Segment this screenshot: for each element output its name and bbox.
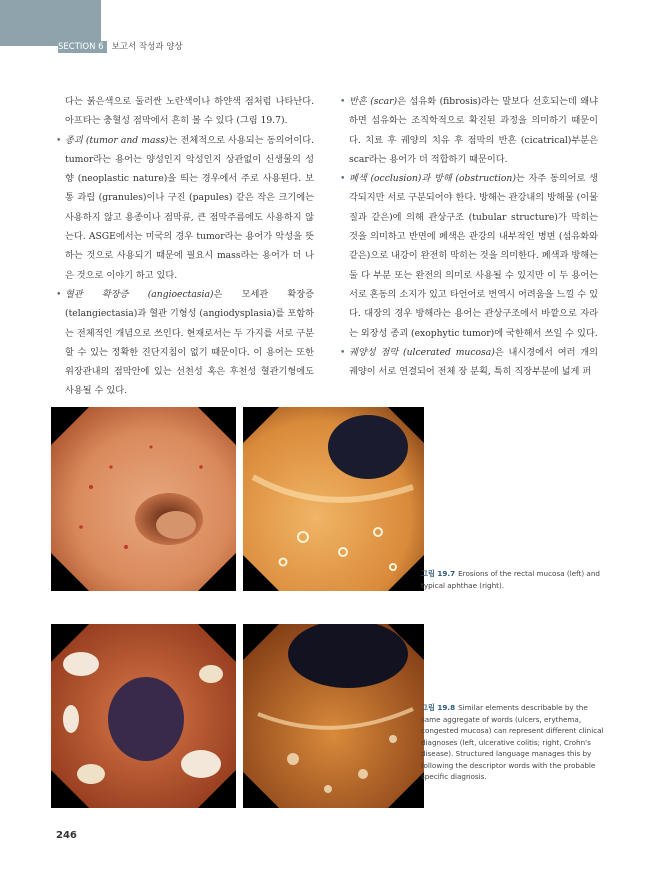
section-title: 보고서 작성과 양상 <box>111 42 183 52</box>
endoscopy-image-crohns-disease <box>243 624 424 808</box>
term-label: 종괴 (tumor and mass) <box>65 134 169 146</box>
left-term-list <box>56 131 314 401</box>
running-header <box>58 40 183 52</box>
figure-number: 그림 19.8 <box>421 703 456 712</box>
term-label: 반흔 (scar) <box>349 96 398 107</box>
term-item-tumor <box>56 131 314 285</box>
page-number: 246 <box>56 830 77 841</box>
endoscopy-image-aphthae <box>243 407 424 591</box>
figure-caption-19-7 <box>421 568 605 591</box>
figure-number: 그림 19.7 <box>421 569 456 578</box>
figure-caption-text: Erosions of the rectal mucosa (left) and typical aphthae (right). <box>421 569 600 590</box>
intro-paragraph: 다는 붉은색으로 둘러싼 노란색이나 하얀색 점처럼 나타난다. 아프타는 충혈성 점막에서 흔히 볼 수 있다 (그림 19.7). <box>65 96 314 127</box>
term-description: 은 섬유화 (fibrosis)라는 말보다 선호되는데 왜냐하면 섬유화는 조직학적으로 확진된 과정을 의미하기 때문이다. 치료 후 궤양의 치유 후 점막의 반흔 (cicatrical)부분은 scar라는 용어가 더 적합하기 때문이다. <box>349 96 599 165</box>
figure-caption-text: Similar elements describable by the same aggregate of words (ulcers, erythema, congested mucosa) can represent different clinical diagnoses (left, ulcerative colitis; right, Crohn's disease). Structured language manages this by following the descriptor words with the probable specific diagnosis. <box>421 703 604 781</box>
term-description: 는 전체적으로 사용되는 동의어이다. tumor라는 용어는 양성인지 악성인지 상관없이 신생물의 성향 (neoplastic nature)을 띄는 경우에서 주로 사용된다. 보통 과립 (granules)이나 구진 (papules) 같은 작은 크기에는 사용하지 않고 용종이나 점막류, 큰 점막주름에도 사용하지 않는다. ASGE에서는 미국의 경우 tumor라는 용어가 악성을 뜻하는 것으로 사용되기 때문에 필요시 mass라는 용어가 더 나은 것으로 이야기 하고 있다. <box>65 134 314 281</box>
figure-caption-19-8 <box>421 702 605 783</box>
term-description: 은 모세관 확장증 (telangiectasia)과 혈관 기형성 (angiodysplasia)를 포함하는 전체적인 개념으로 쓰인다. 현재로서는 두 가지를 서로 구분할 수 있는 정확한 진단지침이 없기 때문이다. 이 용어는 또한 위장관내의 점막안에 있는 선천성 혹은 후천성 혈관기형에도 사용될 수 있다. <box>65 288 315 397</box>
section-label: SECTION 6 <box>58 41 107 53</box>
term-label: 혈관 확장증 (angioectasia) <box>65 288 214 300</box>
term-description: 은 내시경에서 여러 개의 궤양이 서로 연결되어 전체 장 분획, 특히 직장부분에 넓게 퍼 <box>349 346 599 378</box>
term-label: 궤양성 점막 (ulcerated mucosa) <box>349 346 495 358</box>
term-item-occlusion <box>340 169 598 343</box>
right-term-list <box>340 92 598 381</box>
term-label: 폐색 (occlusion)과 방해 (obstruction) <box>349 173 516 185</box>
endoscopy-image-rectal-erosions <box>51 407 236 591</box>
left-column <box>56 92 314 401</box>
endoscopy-image-ulcerative-colitis <box>51 624 236 808</box>
term-item-angioectasia <box>56 285 314 401</box>
term-item-ulcerated-mucosa <box>340 343 598 382</box>
right-column <box>340 92 598 381</box>
term-description: 는 자주 동의어로 생각되지만 서로 구분되어야 한다. 방해는 관강내의 방해물 (이물질과 같은)에 의해 관상구조 (tubular structure)가 막히는 것을 의미하고 반면에 폐색은 관강의 내부적인 병변 (섬유화와 같은)으로 내강이 완전히 막히는 것을 의미한다. 폐색과 방해는 둘 다 부분 또는 완전의 의미로 사용될 수 있지만 이 두 용어는 서로 혼동의 소지가 있고 타언어로 번역시 어려움을 느낄 수 있다. 대장의 경우 방해라는 용어는 관상구조에서 바깥으로 자라는 외장성 종괴 (exophytic tumor)에 국한해서 쓰일 수 있다. <box>349 173 598 339</box>
term-item-scar <box>340 92 598 169</box>
